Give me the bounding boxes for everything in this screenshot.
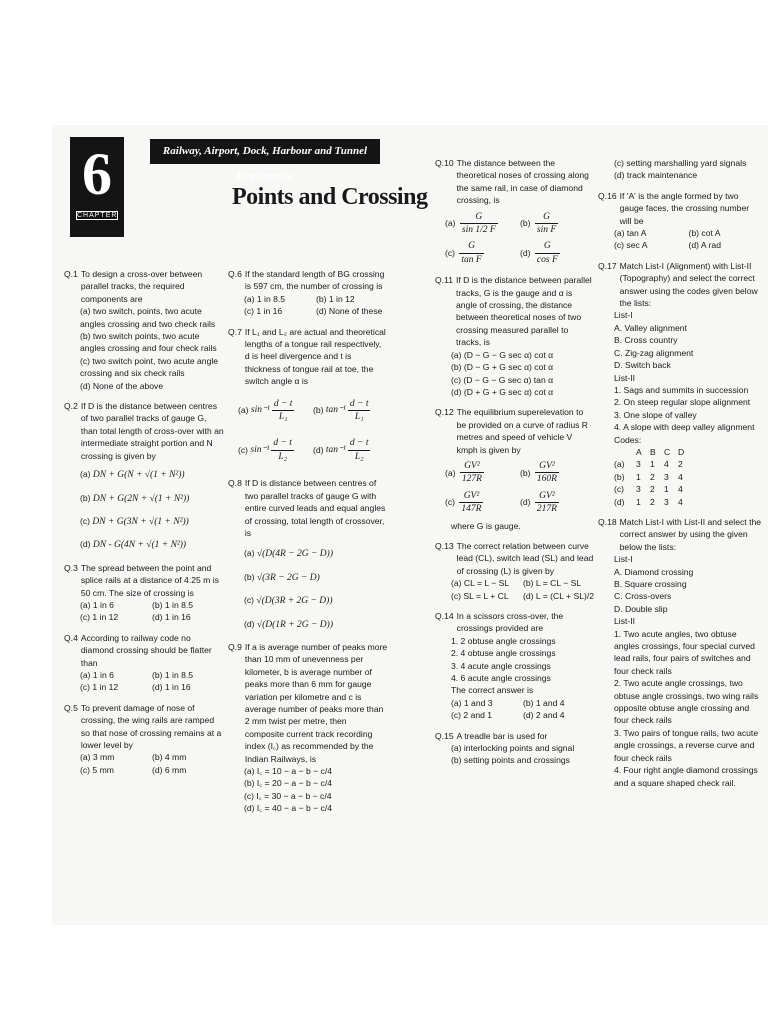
option-row bbox=[598, 227, 763, 239]
codes-title: Codes: bbox=[614, 434, 642, 445]
question-3 bbox=[64, 562, 224, 624]
option: (c) 1 in 12 bbox=[80, 612, 119, 623]
chapter-number: 6 bbox=[82, 141, 112, 207]
column-4 bbox=[598, 157, 763, 797]
option: (a) 1 and 3 bbox=[451, 697, 493, 708]
question-12 bbox=[435, 406, 595, 532]
option: (c) sec A bbox=[614, 240, 648, 251]
question-text: The distance between the theoretical noses of crossing along the same rail, in case of diamond crossing, is bbox=[456, 158, 589, 206]
option: (d) (D + G + G sec α) cot α bbox=[451, 386, 554, 397]
option: (d) None of these bbox=[316, 306, 383, 317]
answer-label: The correct answer is bbox=[451, 685, 534, 696]
list-item: C. Zig-zag alignment bbox=[614, 347, 694, 358]
option: (a) 1 in 8.5 bbox=[244, 293, 286, 304]
question-text: The spread between the point and splice rails at a distance of 4.25 m is 50 cm. The size of crossing is bbox=[80, 562, 219, 598]
column-1 bbox=[64, 268, 224, 784]
option: (d) DN - G(4N + √(1 + N²)) bbox=[80, 539, 187, 551]
option: (d) $\frac{G}{\text{cos F}}$ bbox=[520, 241, 558, 265]
list-item: 4. A slope with deep valley alignment bbox=[614, 422, 755, 433]
option-row bbox=[228, 437, 388, 463]
list-title: List-II bbox=[614, 616, 636, 627]
option: (d) track maintenance bbox=[614, 170, 698, 181]
question-9 bbox=[228, 641, 388, 815]
question-number: Q.15 bbox=[435, 730, 454, 741]
option-row bbox=[435, 577, 595, 589]
question-text: Match List-I (Alignment) with List-II (Topography) and select the correct answer using the codes given below the lists: bbox=[619, 260, 758, 309]
chapter-label: CHAPTER bbox=[77, 212, 118, 219]
question-number: Q.14 bbox=[435, 611, 454, 621]
option-row bbox=[435, 709, 595, 721]
option: (b) setting points and crossings bbox=[451, 755, 570, 766]
option: (d) A rad bbox=[688, 240, 721, 251]
option: (a) 1 in 6 bbox=[80, 669, 114, 680]
option: (b) DN + G(2N + √(1 + N²)) bbox=[80, 492, 190, 504]
option: (b) 1 in 8.5 bbox=[152, 599, 194, 610]
option: (c) 1 in 12 bbox=[80, 682, 119, 693]
question-4 bbox=[64, 632, 224, 694]
option: (d) $\frac{\text{GV²}}{217R}$ bbox=[520, 490, 557, 515]
option-row bbox=[64, 751, 224, 763]
option: (d) 1 in 16 bbox=[152, 612, 191, 623]
option: (a) $\frac{\text{GV²}}{127R}$ bbox=[445, 460, 482, 485]
list-item: 4. 6 acute angle crossings bbox=[451, 673, 551, 684]
question-11 bbox=[435, 274, 595, 398]
series-title: Railway, Airport, Dock, Harbour and Tunnel Engineering bbox=[150, 139, 380, 164]
question-number: Q.12 bbox=[435, 407, 454, 418]
option: (a) 1 in 6 bbox=[80, 599, 114, 610]
question-number: Q.10 bbox=[435, 158, 454, 168]
option: (b) $\frac{G}{\text{sin F}}$ bbox=[520, 211, 557, 236]
chapter-box bbox=[70, 137, 124, 237]
codes-grid: A B C D (a) 3 1 4 2 (b) 1 2 3 4 (c) 3 2 1 4 (d) 1 2 3 4 bbox=[614, 446, 685, 507]
list-title: List-I bbox=[614, 554, 633, 565]
option: (c) two switch point, two acute angle crossing and six check rails bbox=[80, 355, 219, 379]
list-title: List-II bbox=[614, 372, 636, 383]
formula: DN + G(3N + √(1 + N²)) bbox=[92, 516, 189, 527]
list-item: 3. 4 acute angle crossings bbox=[451, 660, 551, 671]
option: (d) 2 and 4 bbox=[523, 710, 565, 721]
option: (a) CL = L − SL bbox=[451, 578, 510, 589]
list-item: B. Square crossing bbox=[614, 579, 687, 589]
option-row bbox=[435, 590, 595, 602]
question-2 bbox=[64, 400, 224, 552]
option: (b) 4 mm bbox=[152, 752, 187, 763]
option-row bbox=[228, 293, 388, 305]
list-item: 1. 2 obtuse angle crossings bbox=[451, 635, 556, 646]
question-number: Q.5 bbox=[64, 702, 78, 713]
option: (c) DN + G(3N + √(1 + N²)) bbox=[80, 515, 189, 527]
option-row bbox=[228, 398, 388, 424]
option: (b) (D − G + G sec α) cot α bbox=[451, 362, 554, 373]
option-row bbox=[435, 240, 595, 266]
formula: DN + G(N + √(1 + N²)) bbox=[92, 470, 185, 481]
option: (a) sin⁻¹ $\frac{d - t}{\text{L₁}}$ bbox=[238, 398, 293, 423]
option: (c) 1 in 16 bbox=[244, 306, 283, 317]
option: (c) 5 mm bbox=[80, 764, 114, 775]
question-number: Q.13 bbox=[435, 540, 454, 551]
option-row bbox=[64, 669, 224, 681]
option: (d) None of the above bbox=[80, 380, 164, 391]
option: (d) I꜀ = 40 − a − b − c/4 bbox=[244, 803, 333, 814]
option: (a) (D − G − G sec α) cot α bbox=[451, 349, 554, 360]
question-17 bbox=[598, 260, 763, 508]
option: (d) 6 mm bbox=[152, 764, 187, 775]
list-item: A. Diamond crossing bbox=[614, 566, 694, 577]
question-1 bbox=[64, 268, 224, 392]
option: (b) √(3R − 2G − D) bbox=[244, 571, 320, 583]
option: (a) I꜀ = 10 − a − b − c/4 bbox=[244, 766, 333, 776]
option: (c) I꜀ = 30 − a − b − c/4 bbox=[244, 790, 332, 801]
list-item: D. Switch back bbox=[614, 360, 671, 371]
option: (b) L = CL − SL bbox=[523, 578, 582, 589]
option: (a) tan A bbox=[614, 228, 647, 239]
question-text: If D is the distance between parallel tracks, G is the gauge and α is angle of crossing, the distance between theoretical noses of two crossing measured parallel to tracks, is bbox=[456, 275, 592, 348]
list-item: A. Valley alignment bbox=[614, 322, 687, 333]
chapter-title: Points and Crossing bbox=[232, 184, 428, 210]
column-3 bbox=[435, 157, 595, 775]
option: (a) $\frac{G}{\sin 1/2 F}$ bbox=[445, 211, 496, 236]
question-text: Match List-I with List-II and select the correct answer by using the given below the lists: bbox=[619, 516, 762, 552]
list-title: List-I bbox=[614, 310, 633, 321]
question-7 bbox=[228, 326, 388, 464]
option: (d) L = (CL + SL)/2 bbox=[523, 590, 595, 601]
question-text: According to railway code no diamond crossing should be flatter than bbox=[80, 632, 212, 668]
question-number: Q.16 bbox=[598, 190, 617, 201]
list-item: 1. Two acute angles, two obtuse angles crossings, four special curved lead rails, four pairs of switches and four check rails bbox=[614, 628, 755, 676]
question-16 bbox=[598, 190, 763, 252]
list-item: 3. Two pairs of tongue rails, two acute angle crossings, a reverse curve and four check rails bbox=[614, 727, 759, 763]
option: (a) √(D(4R − 2G − D)) bbox=[244, 548, 333, 560]
question-number: Q.7 bbox=[228, 326, 242, 337]
question-number: Q.1 bbox=[64, 269, 78, 279]
formula: √(3R − 2G − D) bbox=[256, 572, 320, 583]
question-text: If the standard length of BG crossing is 597 cm, the number of crossing is bbox=[244, 269, 385, 292]
question-number: Q.3 bbox=[64, 562, 78, 573]
option-row bbox=[435, 460, 595, 486]
list-item: 1. Sags and summits in succession bbox=[614, 384, 749, 395]
option: (b) 1 in 12 bbox=[316, 293, 355, 304]
question-15 bbox=[435, 730, 595, 767]
formula: √(D(1R + 2G − D)) bbox=[256, 619, 333, 630]
option-row bbox=[64, 611, 224, 623]
question-18 bbox=[598, 516, 763, 789]
question-text: If a is average number of peaks more than 10 mm of unevenness per kilometer, b is average number of peaks more than 6 mm for gauge variation per kilometre and c is average number of peaks more than 2 mm twist per metre, then composite current track recording index (I꜀) as recommended by the Indian Railways, is bbox=[244, 641, 388, 764]
option: (c) 2 and 1 bbox=[451, 710, 493, 721]
formula: DN - G(4N + √(1 + N²)) bbox=[92, 540, 187, 551]
option: (b) I꜀ = 20 − a − b − c/4 bbox=[244, 778, 333, 789]
list-item: B. Cross country bbox=[614, 335, 678, 346]
option: (a) 3 mm bbox=[80, 752, 115, 763]
question-text: The correct relation between curve lead (CL), switch lead (SL) and lead of crossing (L) is given by bbox=[456, 540, 594, 576]
option: (d) 1 in 16 bbox=[152, 682, 191, 693]
option: (b) two switch points, two acute angles crossing and four check rails bbox=[80, 331, 217, 354]
option-row bbox=[64, 764, 224, 776]
question-text: If L₁ and L₂ are actual and theoretical lengths of a tongue rail respectively, d is heel divergence and t is thickness of tongue rail at toe, the switch angle α is bbox=[244, 326, 386, 387]
formula: √(D(4R − 2G − D)) bbox=[256, 549, 333, 560]
option: (c) $\frac{\text{GV²}}{147R}$ bbox=[445, 490, 482, 515]
option-row bbox=[435, 211, 595, 237]
question-number: Q.8 bbox=[228, 478, 242, 489]
list-item: 2. 4 obtuse angle crossings bbox=[451, 648, 556, 659]
question-number: Q.17 bbox=[598, 260, 617, 271]
question-6 bbox=[228, 268, 388, 318]
question-text: A treadle bar is used for bbox=[456, 730, 548, 741]
note: where G is gauge. bbox=[451, 520, 521, 531]
question-8 bbox=[228, 477, 388, 631]
option-row bbox=[228, 305, 388, 317]
option: (b) cot A bbox=[688, 228, 721, 239]
option: (a) two switch, points, two acute angles crossing and two check rails bbox=[80, 306, 216, 329]
option: (a) interlocking points and signal bbox=[451, 743, 575, 754]
question-number: Q.2 bbox=[64, 401, 78, 412]
option: (b) tan⁻¹ $\frac{d - t}{\text{L₁}}$ bbox=[313, 398, 369, 423]
option: (d) tan⁻¹ $\frac{d - t}{\text{L₂}}$ bbox=[313, 438, 369, 462]
option: (c) SL = L + CL bbox=[451, 590, 509, 601]
question-number: Q.9 bbox=[228, 641, 242, 652]
question-5 bbox=[64, 702, 224, 776]
question-10 bbox=[435, 157, 595, 266]
formula: √(D(3R + 2G − D)) bbox=[256, 596, 333, 607]
question-text: The equilibrium superelevation to be provided on a curve of radius R metres and speed of vehicle V kmph is given by bbox=[456, 407, 589, 455]
question-number: Q.18 bbox=[598, 516, 617, 527]
option-row bbox=[435, 490, 595, 516]
question-text: To design a cross-over between parallel tracks, the required components are bbox=[80, 269, 203, 304]
formula: DN + G(2N + √(1 + N²)) bbox=[92, 493, 190, 504]
list-item: 3. One slope of valley bbox=[614, 409, 697, 420]
question-text: If D is the distance between centres of two parallel tracks of gauge G, than total length of cross-over with an intermediate straight portion and N crossing is given by bbox=[80, 401, 224, 461]
list-item: 4. Four right angle diamond crossings and a square shaped check rail. bbox=[614, 765, 758, 788]
list-item: C. Cross-overs bbox=[614, 591, 672, 602]
option: (d) √(D(1R + 2G − D)) bbox=[244, 618, 333, 630]
list-item: 2. Two acute angle crossings, two obtuse angle crossings, two wing rails opposite obtuse angle crossing and four check rails bbox=[614, 678, 759, 726]
question-15-continued bbox=[598, 157, 763, 182]
option: (c) sin⁻¹ $\frac{d - t}{\text{L₂}}$ bbox=[238, 438, 292, 462]
question-13 bbox=[435, 540, 595, 602]
list-item: 2. On steep regular slope alignment bbox=[614, 397, 751, 408]
option: (b) $\frac{\text{GV²}}{160R}$ bbox=[520, 460, 557, 485]
question-text: If 'A' is the angle formed by two gauge faces, the crossing number will be bbox=[619, 190, 750, 226]
question-text: If D is distance between centres of two parallel tracks of gauge G with entire curved leads and equal angles of crossing, total length of crossover, is bbox=[244, 478, 386, 538]
option: (c) setting marshalling yard signals bbox=[614, 158, 747, 168]
option: (c) (D − G − G sec α) tan α bbox=[451, 374, 554, 385]
option: (c) $\frac{G}{\text{tan F}}$ bbox=[445, 241, 482, 265]
option-row bbox=[598, 239, 763, 251]
question-number: Q.11 bbox=[435, 275, 453, 286]
question-text: To prevent damage of nose of crossing, the wing rails are ramped so that nose of crossing remains at a lower level by bbox=[80, 702, 222, 750]
option-row bbox=[64, 681, 224, 693]
column-2 bbox=[228, 268, 388, 823]
list-item: D. Double slip bbox=[614, 603, 668, 614]
question-number: Q.4 bbox=[64, 632, 78, 643]
question-14 bbox=[435, 610, 595, 722]
option: (b) 1 in 8.5 bbox=[152, 669, 194, 680]
question-number: Q.6 bbox=[228, 269, 242, 279]
option-row bbox=[435, 697, 595, 709]
option: (c) √(D(3R + 2G − D)) bbox=[244, 595, 333, 607]
option: (a) DN + G(N + √(1 + N²)) bbox=[80, 469, 185, 481]
option-row bbox=[64, 599, 224, 611]
option: (b) 1 and 4 bbox=[523, 697, 565, 708]
question-text: In a scissors cross-over, the crossings provided are bbox=[456, 611, 564, 634]
